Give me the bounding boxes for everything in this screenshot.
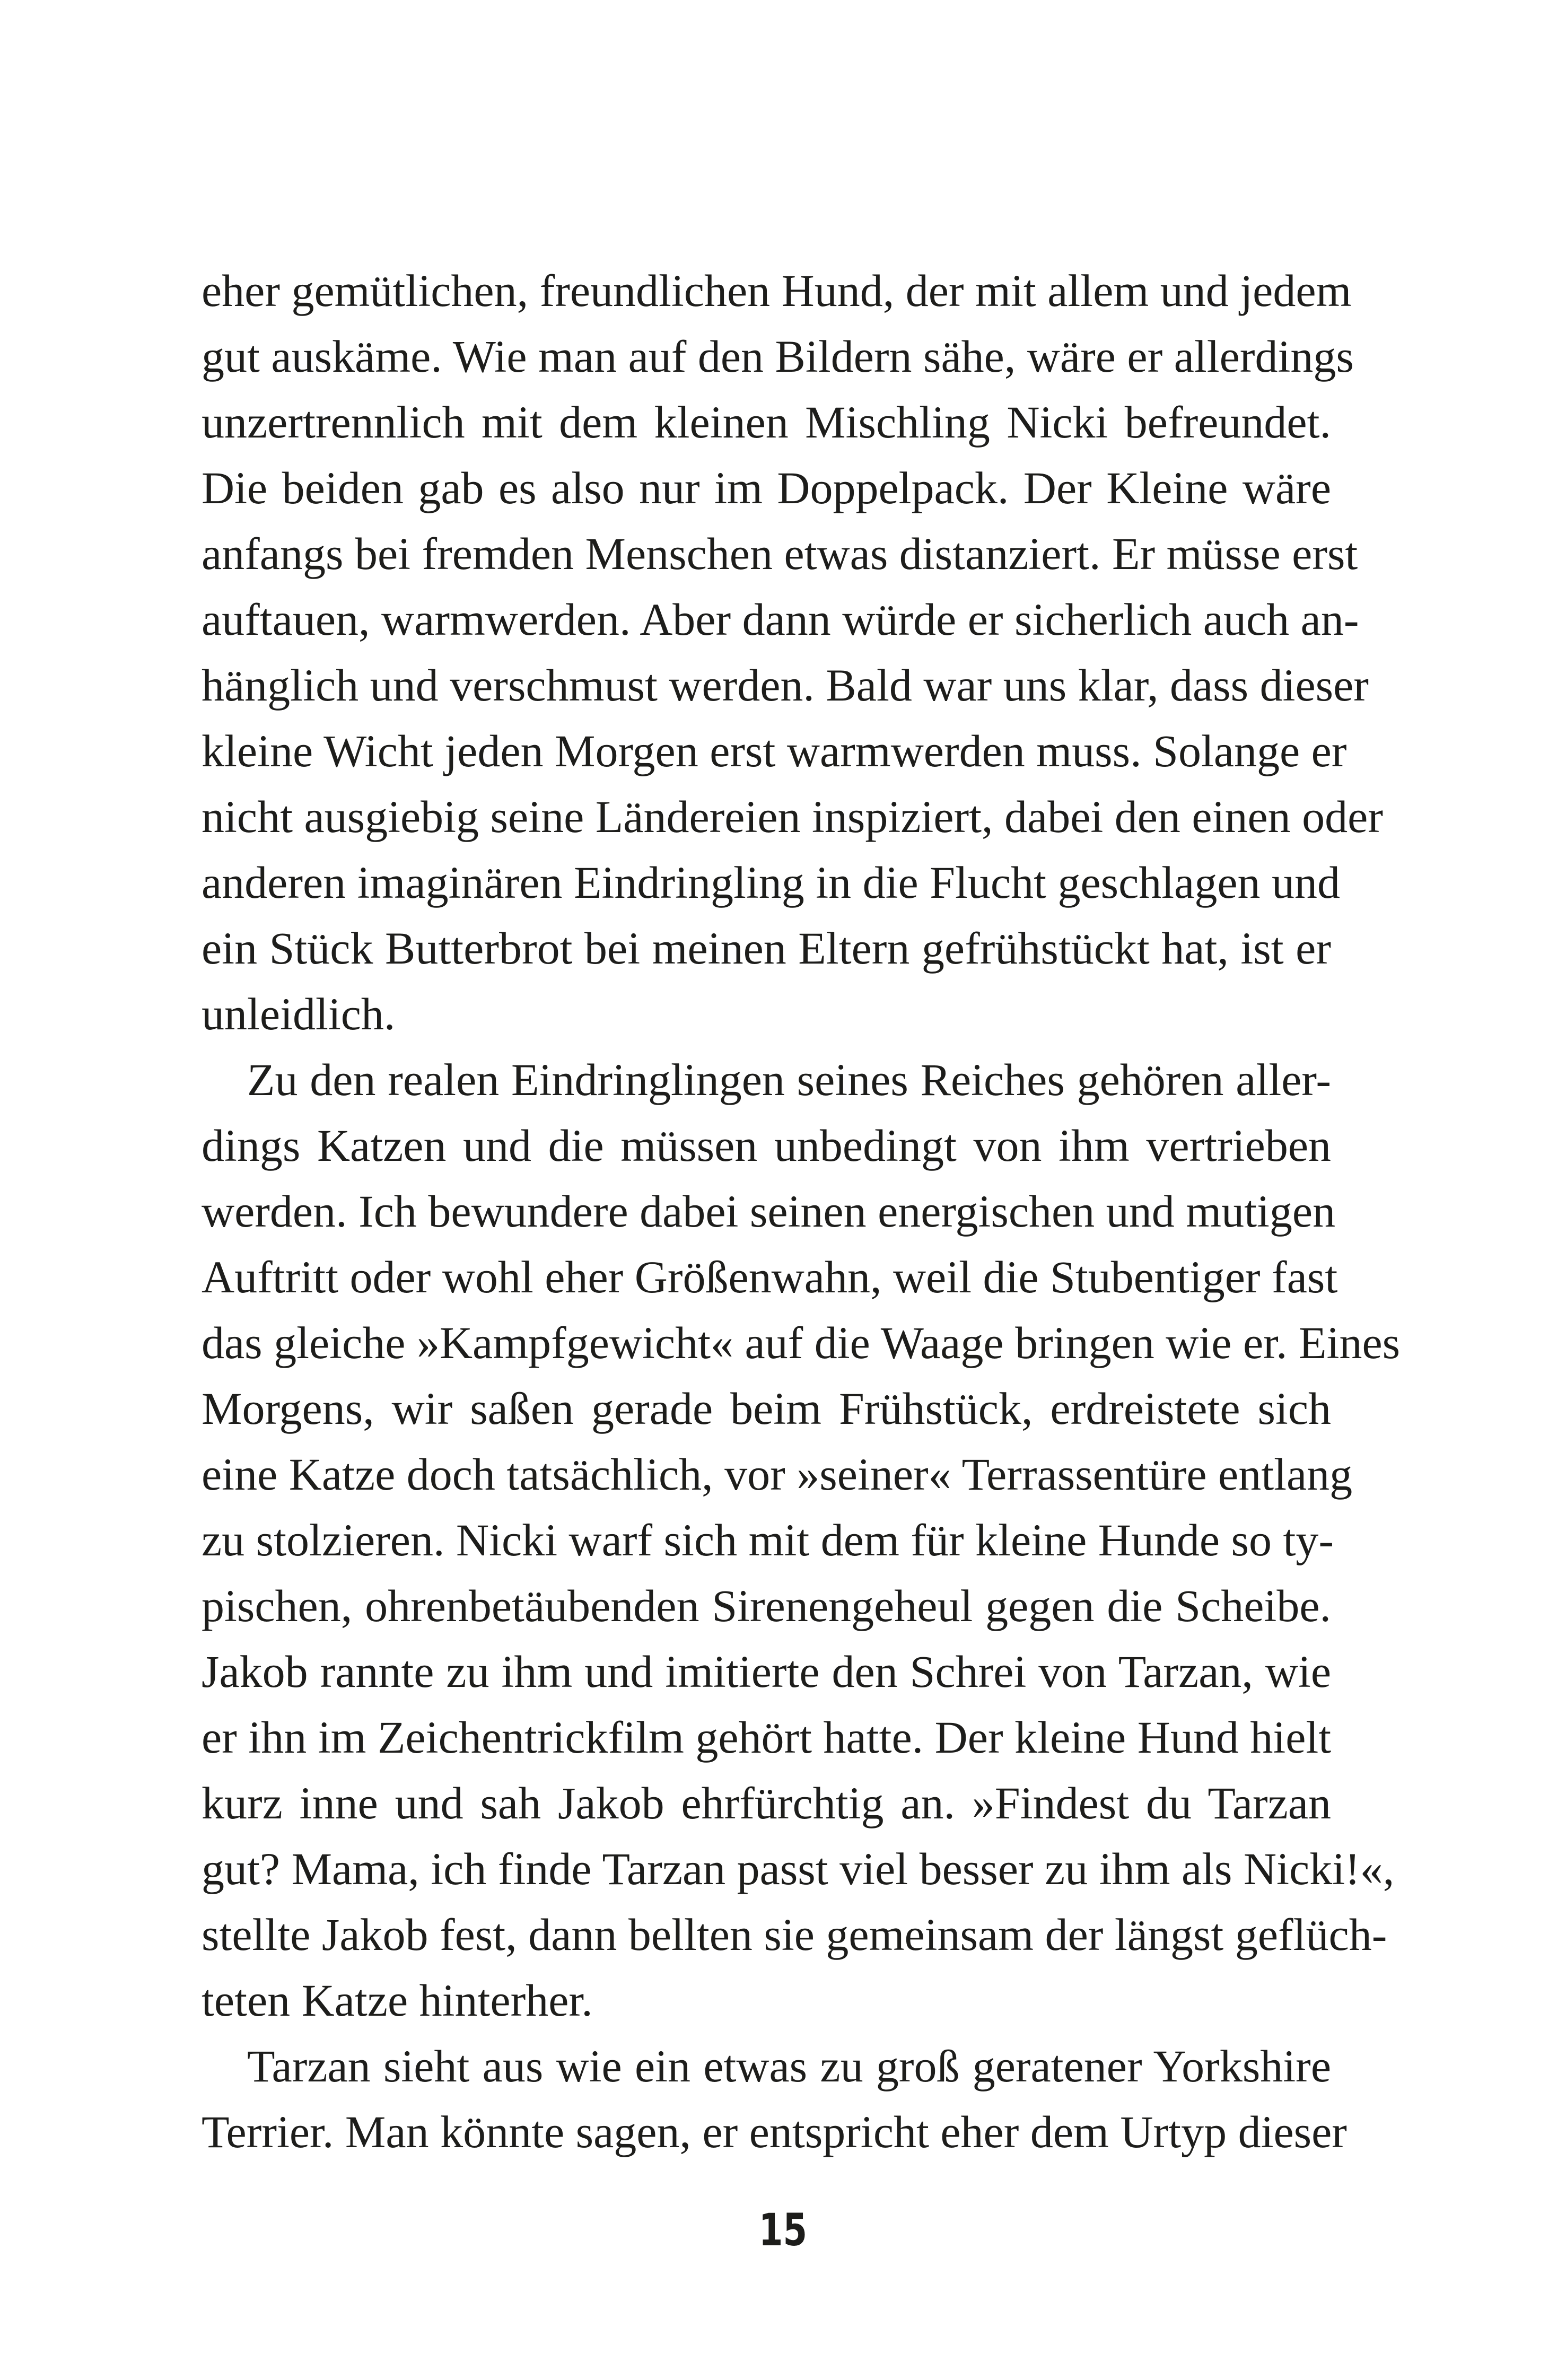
- text-line: stellte Jakob fest, dann bellten sie gemeinsam der längst geflüch-: [202, 1909, 1387, 1960]
- text-line: teten Katze hinterher.: [202, 1975, 593, 2026]
- text-line: das gleiche »Kampfgewicht« auf die Waage bringen wie er. Eines: [202, 1317, 1401, 1368]
- text-line: Morgens, wir saßen gerade beim Frühstück, erdreistete sich: [202, 1383, 1331, 1434]
- text-line: gut auskäme. Wie man auf den Bildern sähe, wäre er allerdings: [202, 331, 1354, 382]
- text-line: anderen imaginären Eindringling in die Flucht geschlagen und: [202, 857, 1341, 908]
- text-line: auftauen, warmwerden. Aber dann würde er sicherlich auch an-: [202, 594, 1359, 645]
- page-number: 15: [758, 2204, 808, 2256]
- text-line: Tarzan sieht aus wie ein etwas zu groß geratener Yorkshire: [247, 2041, 1331, 2092]
- text-line: gut? Mama, ich finde Tarzan passt viel besser zu ihm als Nicki!«,: [202, 1843, 1395, 1894]
- text-line: zu stolzieren. Nicki warf sich mit dem für kleine Hunde so ty-: [202, 1515, 1334, 1565]
- text-line: Zu den realen Eindringlingen seines Reiches gehören aller-: [247, 1054, 1331, 1105]
- text-line: er ihn im Zeichentrickfilm gehört hatte. Der kleine Hund hielt: [202, 1712, 1332, 1763]
- text-line: kurz inne und sah Jakob ehrfürchtig an. »Findest du Tarzan: [202, 1778, 1331, 1828]
- text-line: unzertrennlich mit dem kleinen Mischling Nicki befreundet.: [202, 397, 1331, 448]
- text-line: anfangs bei fremden Menschen etwas distanziert. Er müsse erst: [202, 528, 1358, 579]
- body-text: [202, 258, 1401, 2165]
- text-line: nicht ausgiebig seine Ländereien inspiziert, dabei den einen oder: [202, 791, 1383, 842]
- text-line: Auftritt oder wohl eher Größenwahn, weil die Stubentiger fast: [202, 1252, 1338, 1302]
- text-line: ein Stück Butterbrot bei meinen Eltern gefrühstückt hat, ist er: [202, 923, 1331, 974]
- text-line: eher gemütlichen, freundlichen Hund, der mit allem und jedem: [202, 265, 1352, 316]
- text-line: dings Katzen und die müssen unbedingt von ihm vertrieben: [202, 1120, 1331, 1171]
- text-line: eine Katze doch tatsächlich, vor »seiner« Terrassentüre entlang: [202, 1449, 1353, 1500]
- text-line: kleine Wicht jeden Morgen erst warmwerden muss. Solange er: [202, 725, 1347, 776]
- text-line: pischen, ohrenbetäubenden Sirenengeheul gegen die Scheibe.: [202, 1580, 1331, 1631]
- text-line: werden. Ich bewundere dabei seinen energischen und mutigen: [202, 1186, 1336, 1237]
- text-line: Jakob rannte zu ihm und imitierte den Schrei von Tarzan, wie: [202, 1646, 1331, 1697]
- text-line: Die beiden gab es also nur im Doppelpack. Der Kleine wäre: [202, 462, 1331, 513]
- text-line: hänglich und verschmust werden. Bald war uns klar, dass dieser: [202, 660, 1369, 711]
- text-line: unleidlich.: [202, 988, 396, 1039]
- text-line: Terrier. Man könnte sagen, er entspricht eher dem Urtyp dieser: [202, 2106, 1347, 2157]
